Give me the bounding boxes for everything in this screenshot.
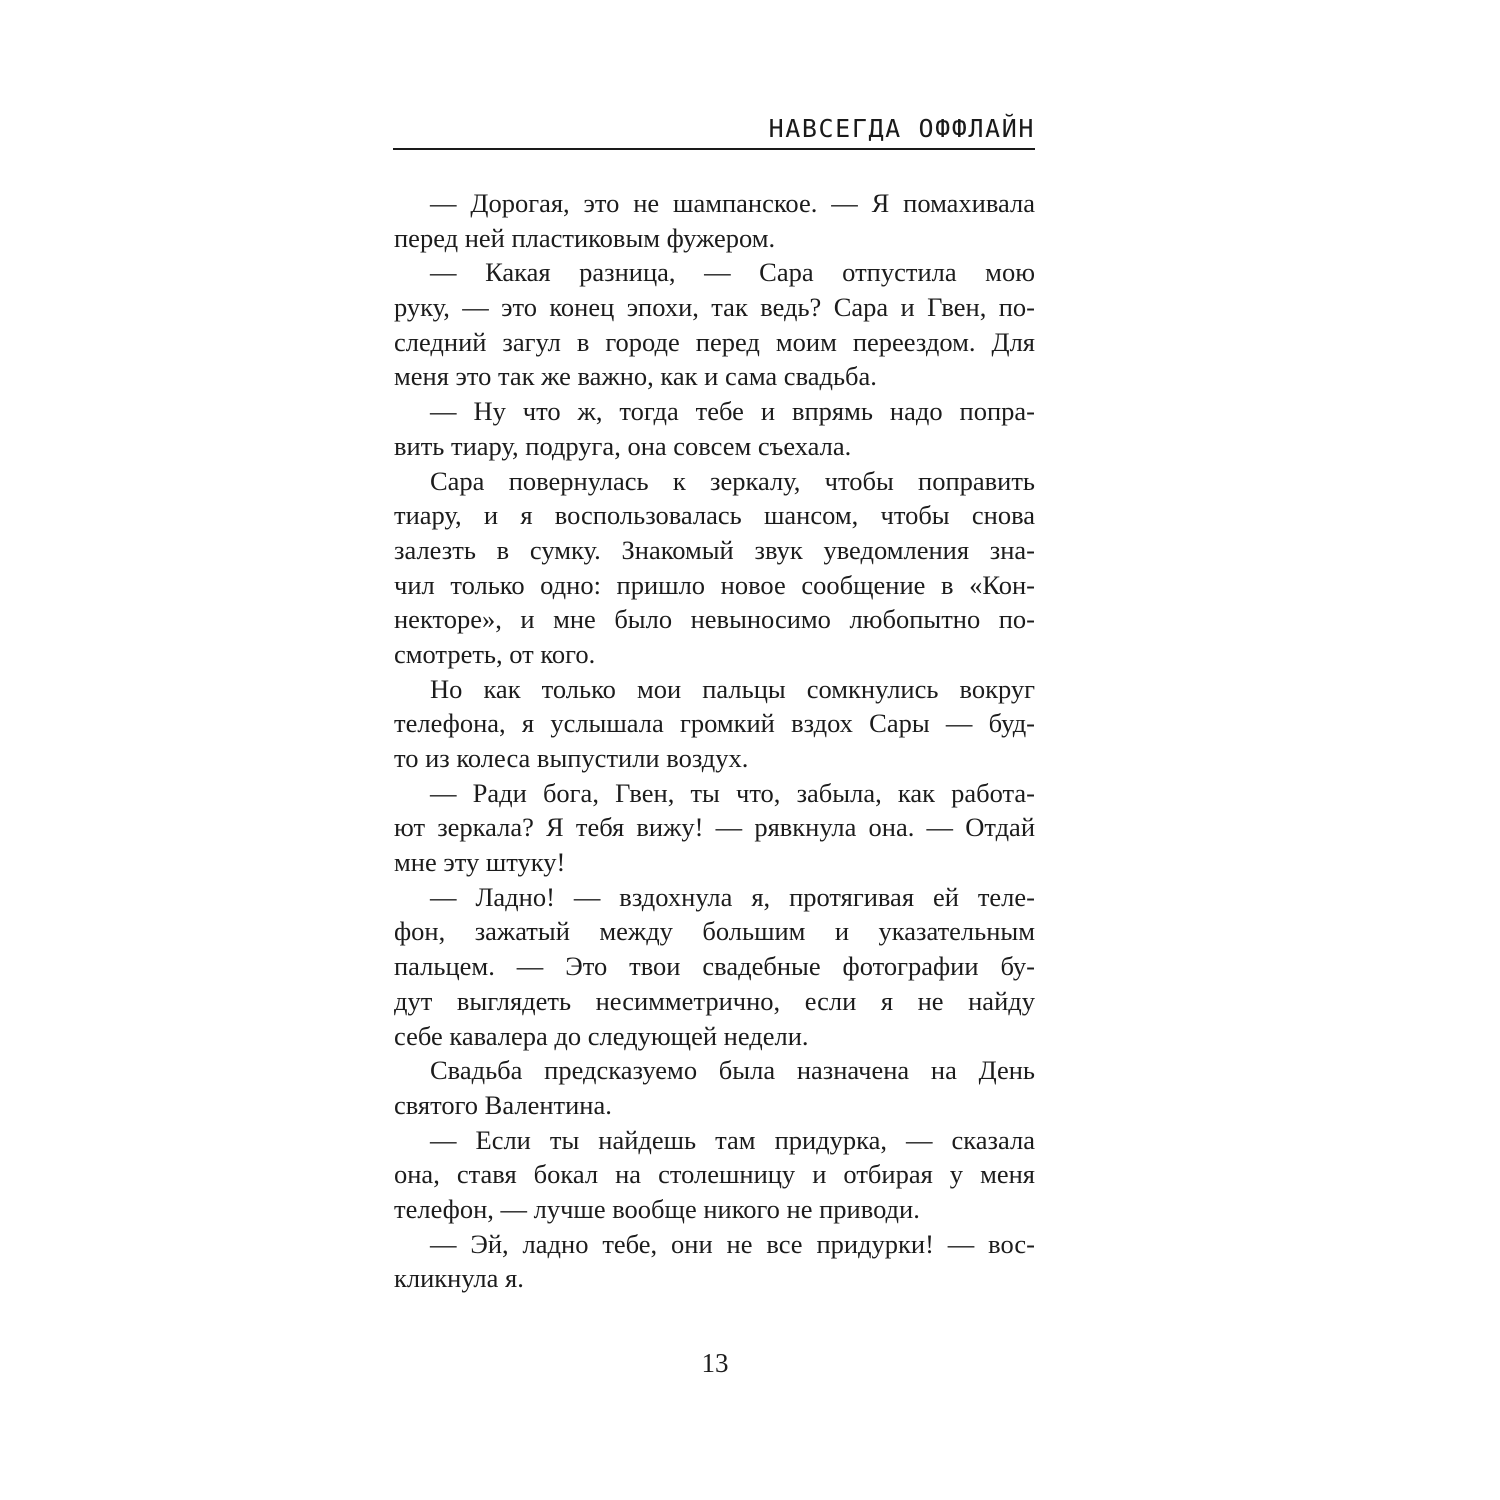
text-line: чил только одно: пришло новое сообщение в «Кон- <box>394 569 1035 600</box>
text-line: она, ставя бокал на столешницу и отбирая у меня <box>394 1159 1035 1190</box>
text-line: вить тиару, подруга, она совсем съехала. <box>394 430 852 461</box>
body-text <box>394 186 1035 1296</box>
text-line: то из колеса выпустили воздух. <box>394 743 749 773</box>
text-line: смотреть, от кого. <box>394 638 596 669</box>
text-line: — Ладно! — вздохнула я, протягивая ей теле- <box>430 881 1035 912</box>
running-header <box>393 112 1035 152</box>
text-line: — Дорогая, это не шампанское. — Я помахивала <box>430 188 1035 218</box>
text-line: дут выглядеть несимметрично, если я не найду <box>394 985 1035 1016</box>
text-line: перед ней пластиковым фужером. <box>394 222 776 253</box>
running-title: НАВСЕГДА ОФФЛАЙН <box>768 114 1035 143</box>
text-line: — Ну что ж, тогда тебе и впрямь надо попра- <box>430 396 1035 427</box>
text-line: некторе», и мне было невыносимо любопытно по- <box>394 604 1035 635</box>
text-line: — Ради бога, Гвен, ты что, забыла, как работа- <box>430 777 1035 808</box>
text-line: кликнула я. <box>394 1263 524 1294</box>
text-line: телефон, — лучше вообще никого не приводи. <box>394 1193 920 1224</box>
header-rule <box>393 148 1035 150</box>
text-line: ют зеркала? Я тебя вижу! — рявкнула она. — Отдай <box>394 812 1035 843</box>
text-line: залезть в сумку. Знакомый звук уведомления зна- <box>394 534 1035 565</box>
text-line: Свадьба предсказуемо была назначена на День <box>430 1055 1035 1086</box>
text-line: святого Валентина. <box>394 1089 612 1120</box>
text-line: тиару, и я воспользовалась шансом, чтобы снова <box>394 500 1035 531</box>
text-line: Сара повернулась к зеркалу, чтобы поправить <box>430 465 1035 496</box>
text-line: — Какая разница, — Сара отпустила мою <box>430 257 1035 288</box>
text-line: меня это так же важно, как и сама свадьба. <box>394 361 877 392</box>
text-line: мне эту штуку! <box>394 847 566 878</box>
text-line: — Если ты найдешь там придурка, — сказала <box>430 1124 1035 1155</box>
text-line: — Эй, ладно тебе, они не все придурки! — вос- <box>430 1228 1035 1259</box>
text-line: следний загул в городе перед моим переездом. Для <box>394 326 1035 357</box>
text-line: Но как только мои пальцы сомкнулись вокруг <box>430 673 1035 704</box>
text-line: пальцем. — Это твои свадебные фотографии бу- <box>394 951 1035 982</box>
text-line: руку, — это конец эпохи, так ведь? Сара и Гвен, по- <box>394 292 1035 323</box>
text-line: телефона, я услышала громкий вздох Сары — буд- <box>394 708 1035 739</box>
text-line: себе кавалера до следующей недели. <box>394 1020 809 1051</box>
page-number: 13 <box>701 1348 729 1378</box>
text-line: фон, зажатый между большим и указательным <box>394 916 1035 947</box>
